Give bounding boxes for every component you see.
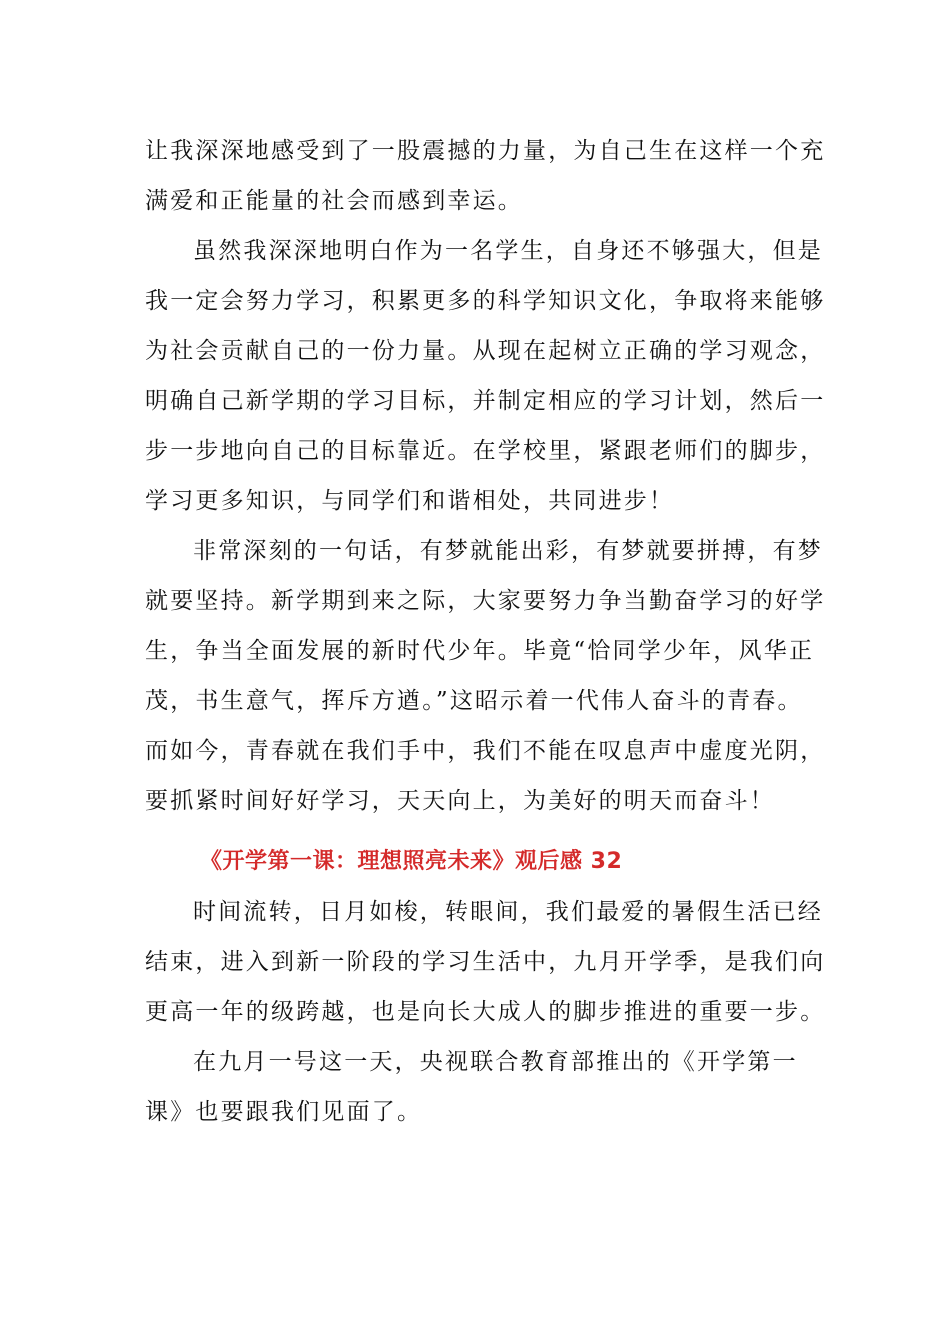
paragraph-4-line-2: 结束，进入到新一阶段的学习生活中，九月开学季，是我们向 bbox=[145, 949, 826, 975]
paragraph-2-line-6: 学习更多知识，与同学们和谐相处，共同进步！ bbox=[145, 488, 675, 514]
paragraph-3-line-5: 而如今，青春就在我们手中，我们不能在叹息声中虚度光阴， bbox=[145, 738, 826, 764]
paragraph-4-line-1: 时间流转，日月如梭，转眼间，我们最爱的暑假生活已经 bbox=[193, 899, 823, 925]
paragraph-2-line-2: 我一定会努力学习，积累更多的科学知识文化，争取将来能够 bbox=[145, 288, 826, 314]
section-heading: 《开学第一课：理想照亮未来》观后感 32 bbox=[200, 849, 623, 874]
paragraph-3-line-1: 非常深刻的一句话，有梦就能出彩，有梦就要拼搏，有梦 bbox=[193, 538, 823, 564]
paragraph-2-line-3: 为社会贡献自己的一份力量。从现在起树立正确的学习观念， bbox=[145, 338, 826, 364]
paragraph-3-line-6: 要抓紧时间好好学习，天天向上，为美好的明天而奋斗！ bbox=[145, 788, 775, 814]
paragraph-2-line-5: 步一步地向自己的目标靠近。在学校里，紧跟老师们的脚步， bbox=[145, 438, 826, 464]
paragraph-4-line-3: 更高一年的级跨越，也是向长大成人的脚步推进的重要一步。 bbox=[145, 999, 826, 1025]
paragraph-2-line-1: 虽然我深深地明白作为一名学生，自身还不够强大，但是 bbox=[193, 238, 823, 264]
paragraph-1-line-1: 让我深深地感受到了一股震撼的力量，为自己生在这样一个充 bbox=[145, 138, 826, 164]
paragraph-5-line-2: 课》也要跟我们见面了。 bbox=[145, 1099, 423, 1125]
paragraph-2-line-4: 明确自己新学期的学习目标，并制定相应的学习计划，然后一 bbox=[145, 388, 826, 414]
paragraph-3-line-2: 就要坚持。新学期到来之际，大家要努力争当勤奋学习的好学 bbox=[145, 588, 826, 614]
paragraph-5-line-1: 在九月一号这一天，央视联合教育部推出的《开学第一 bbox=[193, 1049, 798, 1075]
paragraph-3-line-4: 茂，书生意气，挥斥方遒。”这昭示着一代伟人奋斗的青春。 bbox=[145, 688, 803, 714]
paragraph-1-line-2: 满爱和正能量的社会而感到幸运。 bbox=[145, 188, 523, 214]
paragraph-3-line-3: 生，争当全面发展的新时代少年。毕竟“恰同学少年，风华正 bbox=[145, 638, 815, 664]
